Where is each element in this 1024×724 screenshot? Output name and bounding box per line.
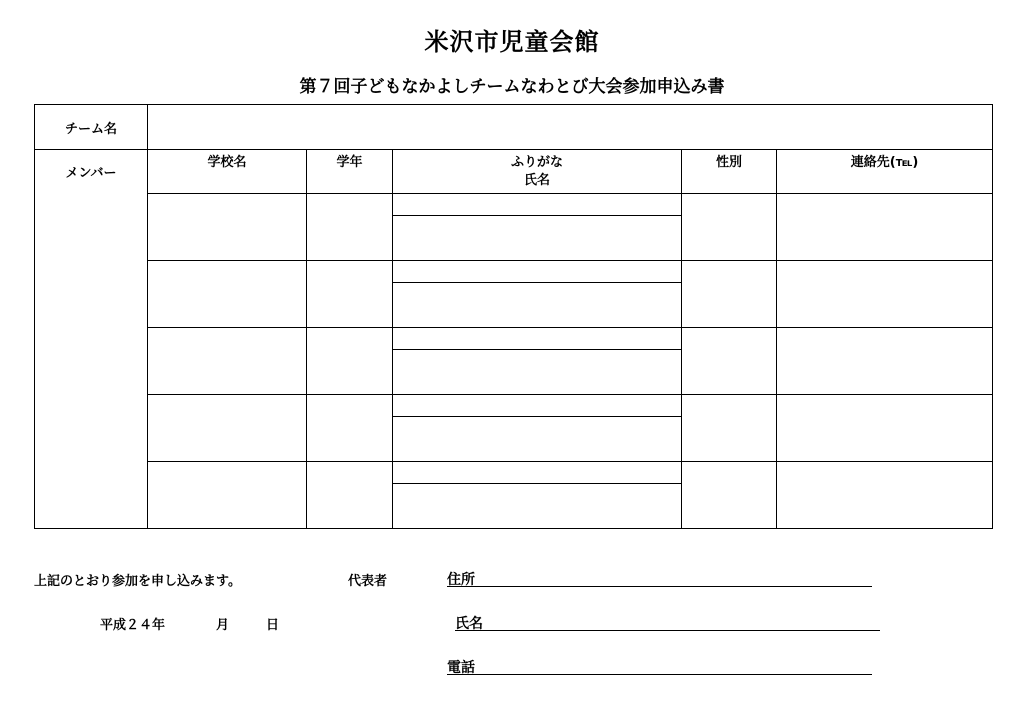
grade-field[interactable] (307, 261, 393, 328)
contact-field[interactable] (777, 462, 993, 529)
gender-column-header: 性別 (682, 150, 777, 194)
school-field[interactable] (148, 328, 307, 395)
member-row (35, 261, 993, 283)
gender-field[interactable] (682, 328, 777, 395)
name-column-header (393, 150, 682, 194)
date-month-label: 月 (216, 618, 230, 633)
application-statement: 上記のとおり参加を申し込みます。 (34, 574, 241, 589)
school-column-header: 学校名 (148, 150, 307, 194)
furigana-header-text: ふりがな (510, 155, 563, 170)
team-name-label: チーム名 (35, 105, 148, 150)
date-day-label: 日 (266, 618, 280, 633)
member-row (35, 462, 993, 484)
phone-field[interactable] (447, 674, 872, 675)
furigana-field[interactable] (393, 194, 682, 216)
school-field[interactable] (148, 194, 307, 261)
phone-label: 電話 (447, 660, 475, 676)
member-row (35, 194, 993, 216)
form-subtitle: 第７回子どもなかよしチームなわとび大会参加申込み書 (299, 77, 725, 97)
member-name-field[interactable] (393, 484, 682, 529)
grade-field[interactable] (307, 462, 393, 529)
gender-field[interactable] (682, 395, 777, 462)
furigana-field[interactable] (393, 462, 682, 484)
member-row (35, 395, 993, 417)
name-header-text: 氏名 (523, 173, 550, 188)
address-label: 住所 (447, 572, 475, 588)
school-field[interactable] (148, 462, 307, 529)
representative-name-label: 氏名 (455, 616, 483, 632)
page-title: 米沢市児童会館 (424, 28, 600, 56)
furigana-field[interactable] (393, 395, 682, 417)
member-name-field[interactable] (393, 417, 682, 462)
contact-field[interactable] (777, 395, 993, 462)
date-era: 平成２４年 (100, 618, 166, 633)
member-name-field[interactable] (393, 350, 682, 395)
application-form-table (34, 104, 993, 529)
team-name-field[interactable] (148, 105, 993, 150)
furigana-field[interactable] (393, 328, 682, 350)
gender-field[interactable] (682, 462, 777, 529)
member-name-field[interactable] (393, 216, 682, 261)
member-row (35, 328, 993, 350)
school-field[interactable] (148, 395, 307, 462)
grade-column-header: 学年 (307, 150, 393, 194)
contact-field[interactable] (777, 328, 993, 395)
grade-field[interactable] (307, 194, 393, 261)
contact-field[interactable] (777, 194, 993, 261)
grade-field[interactable] (307, 328, 393, 395)
contact-field[interactable] (777, 261, 993, 328)
furigana-field[interactable] (393, 261, 682, 283)
member-label: メンバー (35, 150, 148, 529)
gender-field[interactable] (682, 194, 777, 261)
gender-field[interactable] (682, 261, 777, 328)
representative-label: 代表者 (348, 574, 388, 589)
contact-column-header: 連絡先(℡) (777, 150, 993, 194)
representative-name-field[interactable] (455, 630, 880, 631)
address-field[interactable] (447, 586, 872, 587)
school-field[interactable] (148, 261, 307, 328)
member-name-field[interactable] (393, 283, 682, 328)
grade-field[interactable] (307, 395, 393, 462)
